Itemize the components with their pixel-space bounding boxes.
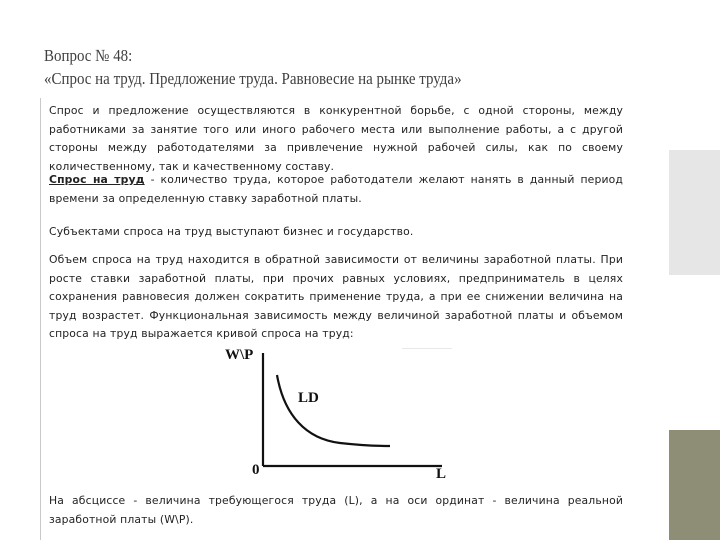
side-bar-segment [669, 430, 720, 540]
slide-title [44, 44, 572, 90]
definition-term: Спрос на труд [49, 173, 145, 186]
definition-text: - количество труда, которое работодатели желают нанять в данный период времени за определенную ставку заработной платы. [49, 173, 623, 205]
ld-curve [277, 375, 390, 446]
side-bar-segment [669, 150, 720, 275]
decorative-side-bar [669, 0, 720, 540]
curve-label: LD [298, 390, 319, 406]
slide-title-line-1: Вопрос № 48: [44, 46, 133, 65]
x-axis-label: L [436, 466, 447, 482]
paragraph-definition [49, 171, 623, 208]
paragraph-intro: Спрос и предложение осуществляются в конкурентной борьбе, с одной стороны, между работниками за занятие того или иного рабочего места или выполнение работы, а с другой стороны между работодателями за привлечение нужной рабочей силы, как по своему количественному, так и качественному составу. [49, 104, 623, 173]
y-axis-label: W\P [225, 347, 254, 363]
origin-label: 0 [252, 462, 260, 478]
paragraph-inverse-relation: Объем спроса на труд находится в обратной зависимости от величины заработной платы. При росте ставки заработной платы, при прочих равных условиях, предприниматель в целях сохранения равновесия должен сократить применение труда, а при ее снижении величина на труд возрастет. Функциональная зависимость между величиной заработной платы и объемом спроса на труд выражается кривой спроса на труд: [49, 253, 623, 340]
slide-title-line-2: «Спрос на труд. Предложение труда. Равновесие на рынке труда» [44, 69, 462, 88]
side-bar-segment [669, 275, 720, 430]
paragraph-subjects: Субъектами спроса на труд выступают бизнес и государство. [49, 225, 414, 238]
labor-demand-chart [220, 345, 460, 490]
side-bar-segment [669, 0, 720, 150]
paragraph-axes-explanation: На абсциссе - величина требующегося труда (L), а на оси ординат - величина реальной заработной платы (W\P). [49, 494, 623, 526]
